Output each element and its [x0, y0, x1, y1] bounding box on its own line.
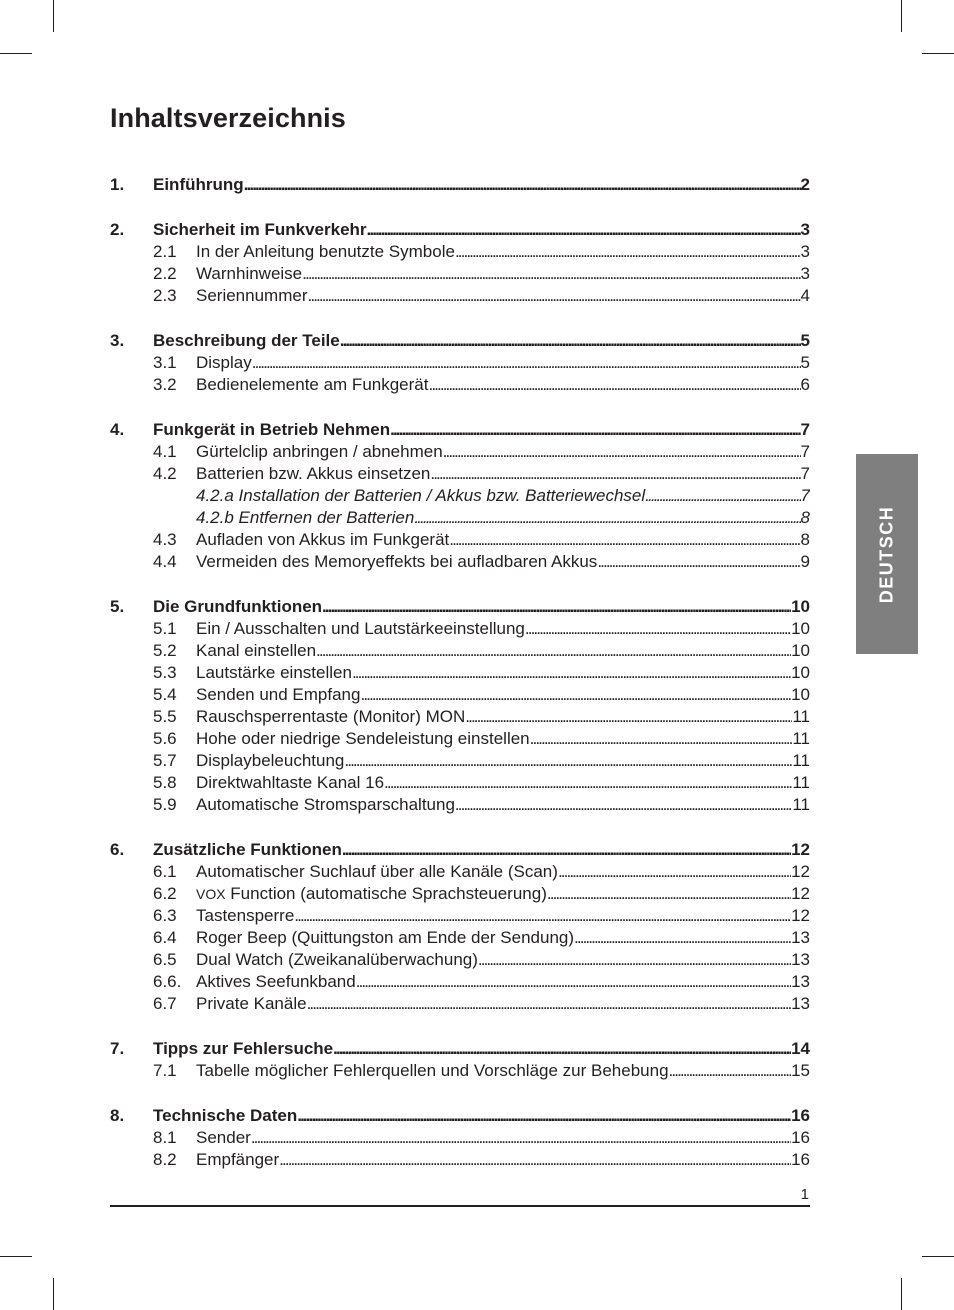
toc-number: 8. — [110, 1106, 125, 1125]
toc-label: Automatische Stromsparschaltung — [196, 795, 455, 814]
toc-leader-line — [196, 551, 810, 573]
toc-entry[interactable] — [110, 662, 810, 684]
toc-chapter[interactable] — [110, 596, 810, 618]
toc-dot-leader — [367, 219, 801, 241]
toc-label: Roger Beep (Quittungston am Ende der Sendung) — [196, 928, 575, 947]
toc-label-abbrev: VOX — [196, 886, 226, 902]
toc-leader-line — [196, 949, 810, 971]
toc-entry[interactable] — [110, 971, 810, 993]
toc-leader-line — [196, 640, 810, 662]
toc-number: 6.1 — [153, 862, 177, 881]
toc-dot-leader — [530, 728, 793, 750]
toc-page-number: 5 — [800, 353, 810, 372]
toc-label: 4.2.a Installation der Batterien / Akkus bzw. Batteriewechsel — [196, 486, 646, 505]
toc-entry[interactable] — [110, 927, 810, 949]
toc-leader-line — [196, 662, 810, 684]
toc-page-number: 7 — [800, 464, 810, 483]
toc-leader-line — [196, 993, 810, 1015]
toc-label: Displaybeleuchtung — [196, 751, 345, 770]
toc-subsubentry[interactable] — [110, 507, 810, 529]
toc-dot-leader — [356, 971, 791, 993]
toc-dot-leader — [558, 861, 791, 883]
toc-page-number: 11 — [792, 729, 810, 748]
toc-number: 6.7 — [153, 994, 177, 1013]
toc-label: Die Grundfunktionen — [153, 597, 323, 616]
toc-page-number: 5 — [800, 331, 810, 350]
toc-page-number: 3 — [800, 242, 810, 261]
toc-page-number: 7 — [800, 420, 810, 439]
toc-number: 3. — [110, 331, 125, 350]
toc-dot-leader — [645, 485, 800, 507]
toc-dot-leader — [384, 772, 792, 794]
crop-mark — [922, 1256, 954, 1257]
crop-mark — [901, 1278, 902, 1310]
toc-page-number: 8 — [800, 508, 810, 527]
toc-page-number: 11 — [792, 751, 810, 770]
footer-rule — [110, 1205, 810, 1207]
toc-label: Batterien bzw. Akkus einsetzen — [196, 464, 431, 483]
crop-mark — [53, 0, 54, 32]
language-tab-label: DEUTSCH — [876, 505, 897, 603]
toc-entry[interactable] — [110, 640, 810, 662]
toc-page-number: 9 — [800, 552, 810, 571]
toc-entry[interactable] — [110, 551, 810, 573]
toc-leader-line — [196, 263, 810, 285]
toc-page-number: 6 — [800, 375, 810, 394]
toc-entry[interactable] — [110, 241, 810, 263]
toc-entry[interactable] — [110, 993, 810, 1015]
toc-dot-leader — [455, 241, 801, 263]
toc-label: Seriennummer — [196, 286, 308, 305]
toc-entry[interactable] — [110, 374, 810, 396]
toc-leader-line — [196, 374, 810, 396]
toc-leader-line — [196, 507, 810, 529]
toc-number: 5.3 — [153, 663, 177, 682]
toc-label: Tipps zur Fehlersuche — [153, 1039, 334, 1058]
toc-number: 5.5 — [153, 707, 177, 726]
toc-leader-line — [153, 330, 810, 352]
toc-dot-leader — [244, 174, 801, 196]
toc-label: Empfänger — [196, 1150, 280, 1169]
toc-chapter[interactable] — [110, 1038, 810, 1060]
toc-leader-line — [196, 883, 810, 905]
toc-number: 4. — [110, 420, 125, 439]
toc-number: 6.4 — [153, 928, 177, 947]
toc-label: Aktives Seefunkband — [196, 972, 356, 991]
toc-entry[interactable] — [110, 706, 810, 728]
toc-number: 6. — [110, 840, 125, 859]
toc-label: Sender — [196, 1128, 251, 1147]
toc-leader-line — [196, 529, 810, 551]
toc-dot-leader — [478, 949, 791, 971]
toc-number: 8.1 — [153, 1128, 177, 1147]
toc-entry[interactable] — [110, 285, 810, 307]
toc-label: Display — [196, 353, 252, 372]
toc-number: 2.2 — [153, 264, 177, 283]
toc-page-number: 13 — [791, 972, 810, 991]
toc-page-number: 15 — [791, 1061, 810, 1080]
toc-number: 5.9 — [153, 795, 177, 814]
toc-entry[interactable] — [110, 750, 810, 772]
toc-leader-line — [153, 1038, 810, 1060]
toc-number: 8.2 — [153, 1150, 177, 1169]
toc-leader-line — [153, 419, 810, 441]
toc-number: 6.6. — [153, 972, 182, 991]
toc-dot-leader — [297, 1105, 791, 1127]
toc-number: 5. — [110, 597, 125, 616]
toc-leader-line — [196, 927, 810, 949]
toc-number: 7. — [110, 1039, 125, 1058]
toc-label: Rauschsperrentaste (Monitor) MON — [196, 707, 466, 726]
toc-leader-line — [196, 861, 810, 883]
toc-entry[interactable] — [110, 772, 810, 794]
toc-entry[interactable] — [110, 352, 810, 374]
toc-number: 5.2 — [153, 641, 177, 660]
toc-page-number: 11 — [792, 795, 810, 814]
toc-dot-leader — [302, 263, 800, 285]
toc-leader-line — [196, 1127, 810, 1149]
toc-number: 4.3 — [153, 530, 177, 549]
toc-dot-leader — [455, 794, 792, 816]
toc-leader-line — [196, 441, 810, 463]
toc-label: Aufladen von Akkus im Funkgerät — [196, 530, 450, 549]
toc-leader-line — [153, 219, 810, 241]
toc-label: Senden und Empfang — [196, 685, 361, 704]
toc-label: Beschreibung der Teile — [153, 331, 340, 350]
toc-dot-leader — [390, 419, 800, 441]
page-number: 1 — [800, 1186, 809, 1203]
toc-leader-line — [153, 839, 810, 861]
toc-label: Lautstärke einstellen — [196, 663, 352, 682]
toc-page-number: 13 — [791, 994, 810, 1013]
toc-entry[interactable] — [110, 1127, 810, 1149]
toc-dot-leader — [360, 684, 791, 706]
toc-page-number: 7 — [800, 486, 810, 505]
toc-label — [196, 883, 547, 905]
toc-number: 5.8 — [153, 773, 177, 792]
crop-mark — [0, 53, 32, 54]
toc-leader-line — [196, 772, 810, 794]
toc-dot-leader — [344, 750, 792, 772]
toc-number: 2. — [110, 220, 125, 239]
toc-entry[interactable] — [110, 618, 810, 640]
toc-number: 5.4 — [153, 685, 177, 704]
toc-dot-leader — [414, 507, 800, 529]
toc-label: Zusätzliche Funktionen — [153, 840, 342, 859]
toc-chapter[interactable] — [110, 330, 810, 352]
toc-leader-line — [196, 485, 810, 507]
toc-dot-leader — [465, 706, 792, 728]
toc-leader-line — [196, 750, 810, 772]
toc-label: Hohe oder niedrige Sendeleistung einstellen — [196, 729, 530, 748]
toc-leader-line — [196, 905, 810, 927]
toc-dot-leader — [574, 927, 791, 949]
toc-label: Dual Watch (Zweikanalüberwachung) — [196, 950, 478, 969]
toc-dot-leader — [251, 1127, 791, 1149]
toc-leader-line — [196, 1060, 810, 1082]
toc-leader-line — [153, 1105, 810, 1127]
toc-leader-line — [196, 285, 810, 307]
toc-page-number: 2 — [800, 175, 810, 194]
toc-label: Bedienelemente am Funkgerät — [196, 375, 429, 394]
toc-page-number: 12 — [791, 862, 810, 881]
toc-page-number: 13 — [791, 950, 810, 969]
toc-page-number: 12 — [791, 840, 810, 859]
toc-page-number: 10 — [791, 641, 810, 660]
toc-number: 2.3 — [153, 286, 177, 305]
toc-page-number: 7 — [800, 442, 810, 461]
toc-chapter[interactable] — [110, 219, 810, 241]
toc-entry[interactable] — [110, 949, 810, 971]
toc-label: Technische Daten — [153, 1106, 298, 1125]
toc-label-text: Function (automatische Sprachsteuerung) — [225, 884, 547, 903]
toc-chapter[interactable] — [110, 839, 810, 861]
toc-dot-leader — [252, 352, 801, 374]
toc-chapter[interactable] — [110, 1105, 810, 1127]
toc-dot-leader — [307, 993, 792, 1015]
toc-dot-leader — [352, 662, 791, 684]
toc-subsubentry[interactable] — [110, 485, 810, 507]
table-of-contents — [110, 174, 810, 1171]
toc-page-number: 14 — [791, 1039, 810, 1058]
toc-page-number: 16 — [791, 1150, 810, 1169]
toc-number: 5.7 — [153, 751, 177, 770]
toc-number: 7.1 — [153, 1061, 177, 1080]
toc-page-number: 13 — [791, 928, 810, 947]
toc-leader-line — [196, 241, 810, 263]
toc-dot-leader — [669, 1060, 792, 1082]
crop-mark — [0, 1256, 32, 1257]
toc-label: Tastensperre — [196, 906, 295, 925]
crop-mark — [901, 0, 902, 32]
toc-dot-leader — [525, 618, 791, 640]
toc-label: Kanal einstellen — [196, 641, 317, 660]
toc-number: 3.2 — [153, 375, 177, 394]
toc-number: 6.3 — [153, 906, 177, 925]
toc-label: In der Anleitung benutzte Symbole — [196, 242, 455, 261]
toc-dot-leader — [443, 441, 801, 463]
toc-leader-line — [196, 684, 810, 706]
toc-dot-leader — [340, 330, 801, 352]
toc-label: Automatischer Suchlauf über alle Kanäle (Scan) — [196, 862, 558, 881]
toc-page-number: 8 — [800, 530, 810, 549]
toc-page-number: 11 — [792, 707, 810, 726]
toc-label: Funkgerät in Betrieb Nehmen — [153, 420, 391, 439]
toc-number: 1. — [110, 175, 125, 194]
toc-leader-line — [196, 463, 810, 485]
toc-number: 5.6 — [153, 729, 177, 748]
toc-leader-line — [153, 596, 810, 618]
toc-entry[interactable] — [110, 1060, 810, 1082]
toc-entry[interactable] — [110, 794, 810, 816]
toc-entry[interactable] — [110, 463, 810, 485]
toc-dot-leader — [597, 551, 800, 573]
toc-dot-leader — [449, 529, 800, 551]
toc-number: 4.1 — [153, 442, 177, 461]
toc-dot-leader — [316, 640, 791, 662]
toc-page-number: 3 — [800, 220, 810, 239]
toc-number: 6.2 — [153, 884, 177, 903]
toc-page-number: 10 — [791, 597, 810, 616]
crop-mark — [922, 53, 954, 54]
toc-leader-line — [196, 728, 810, 750]
language-tab — [856, 454, 918, 654]
toc-dot-leader — [333, 1038, 791, 1060]
toc-dot-leader — [342, 839, 791, 861]
toc-leader-line — [196, 971, 810, 993]
toc-page-number: 16 — [791, 1128, 810, 1147]
toc-entry[interactable] — [110, 728, 810, 750]
toc-label: Einführung — [153, 175, 244, 194]
toc-page-number: 10 — [791, 663, 810, 682]
toc-page-number: 3 — [800, 264, 810, 283]
crop-mark — [53, 1278, 54, 1310]
toc-leader-line — [153, 174, 810, 196]
toc-dot-leader — [322, 596, 791, 618]
toc-page-number: 16 — [791, 1106, 810, 1125]
toc-label: 4.2.b Entfernen der Batterien — [196, 508, 415, 527]
toc-dot-leader — [430, 463, 800, 485]
toc-entry[interactable] — [110, 263, 810, 285]
toc-chapter[interactable] — [110, 419, 810, 441]
toc-leader-line — [196, 352, 810, 374]
toc-entry[interactable] — [110, 684, 810, 706]
toc-entry[interactable] — [110, 441, 810, 463]
toc-number: 4.2 — [153, 464, 177, 483]
toc-leader-line — [196, 1149, 810, 1171]
toc-number: 4.4 — [153, 552, 177, 571]
toc-label: Direktwahltaste Kanal 16 — [196, 773, 385, 792]
toc-page-number: 12 — [791, 884, 810, 903]
toc-number: 6.5 — [153, 950, 177, 969]
toc-number: 5.1 — [153, 619, 177, 638]
toc-label: Private Kanäle — [196, 994, 307, 1013]
toc-leader-line — [196, 706, 810, 728]
toc-entry[interactable] — [110, 883, 810, 905]
toc-label: Sicherheit im Funkverkehr — [153, 220, 367, 239]
toc-page-number: 10 — [791, 619, 810, 638]
toc-dot-leader — [294, 905, 791, 927]
toc-number: 3.1 — [153, 353, 177, 372]
toc-dot-leader — [547, 883, 791, 905]
toc-entry[interactable] — [110, 1149, 810, 1171]
toc-label: Warnhinweise — [196, 264, 303, 283]
toc-entry[interactable] — [110, 905, 810, 927]
toc-entry[interactable] — [110, 529, 810, 551]
toc-page-number: 11 — [792, 773, 810, 792]
toc-leader-line — [196, 794, 810, 816]
toc-label: Ein / Ausschalten und Lautstärkeeinstellung — [196, 619, 525, 638]
toc-page-number: 12 — [791, 906, 810, 925]
toc-entry[interactable] — [110, 861, 810, 883]
toc-dot-leader — [428, 374, 800, 396]
toc-number: 2.1 — [153, 242, 177, 261]
toc-dot-leader — [279, 1149, 791, 1171]
toc-label: Vermeiden des Memoryeffekts bei aufladbaren Akkus — [196, 552, 598, 571]
toc-chapter[interactable] — [110, 174, 810, 196]
toc-label: Tabelle möglicher Fehlerquellen und Vorschläge zur Behebung — [196, 1061, 669, 1080]
toc-page-number: 4 — [800, 286, 810, 305]
toc-leader-line — [196, 618, 810, 640]
toc-dot-leader — [308, 285, 801, 307]
toc-page-number: 10 — [791, 685, 810, 704]
page-title: Inhaltsverzeichnis — [110, 103, 346, 133]
toc-label: Gürtelclip anbringen / abnehmen — [196, 442, 443, 461]
